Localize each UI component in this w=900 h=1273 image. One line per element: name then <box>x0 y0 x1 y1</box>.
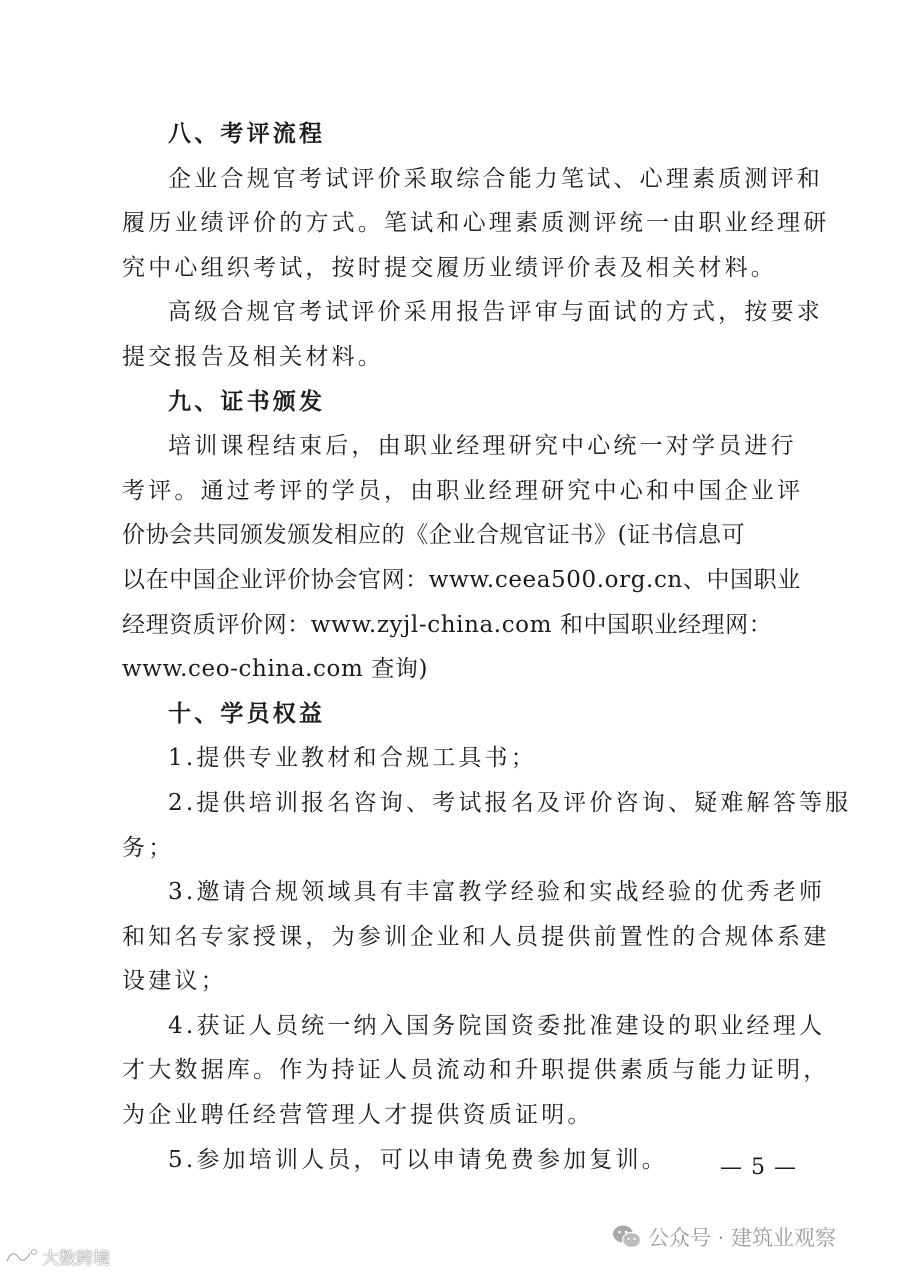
list-item-continuation: 设建议； <box>122 968 227 995</box>
list-item-continuation: 为企业聘任经营管理人才提供资质证明。 <box>122 1102 594 1129</box>
paragraph-line: 企业合规官考试评价采取综合能力笔试、心理素质测评和 <box>168 165 823 192</box>
brand-watermark-text: 大数跨境 <box>42 1249 110 1269</box>
paragraph-line: 提交报告及相关材料。 <box>122 343 384 370</box>
watermark-text: 公众号 · 建筑业观察 <box>648 1226 837 1250</box>
wechat-icon <box>612 1224 642 1250</box>
list-item: 5.参加培训人员，可以申请免费参加复训。 <box>168 1146 668 1173</box>
paragraph-line: www.ceo-china.com 查询) <box>122 656 429 683</box>
list-item-continuation: 才大数据库。作为持证人员流动和升职提供素质与能力证明， <box>122 1057 830 1084</box>
list-item-continuation: 和知名专家授课，为参训企业和人员提供前置性的合规体系建 <box>122 923 830 950</box>
list-item-continuation: 务； <box>122 834 175 861</box>
brand-watermark <box>4 1244 110 1269</box>
list-item: 4.获证人员统一纳入国务院国资委批准建设的职业经理人 <box>168 1012 826 1039</box>
paragraph-line: 高级合规官考试评价采用报告评审与面试的方式，按要求 <box>168 299 823 326</box>
list-item: 1.提供专业教材和合规工具书； <box>168 745 537 772</box>
list-item: 2.提供培训报名咨询、考试报名及评价咨询、疑难解答等服 <box>168 789 852 816</box>
paragraph-line: 履历业绩评价的方式。笔试和心理素质测评统一由职业经理研 <box>122 210 830 237</box>
section-heading-9: 九、证书颁发 <box>168 387 326 415</box>
paragraph-line: 价协会共同颁发颁发相应的《企业合规官证书》(证书信息可 <box>122 522 746 549</box>
paragraph-line: 培训课程结束后，由职业经理研究中心统一对学员进行 <box>168 433 797 460</box>
section-heading-8: 八、考评流程 <box>168 120 326 147</box>
paragraph-line: 经理资质评价网：www.zyjl-china.com 和中国职业经理网： <box>122 611 773 638</box>
document-body <box>122 112 852 1182</box>
page-number: — 5 — <box>720 1155 797 1180</box>
section-heading-10: 十、学员权益 <box>168 699 326 727</box>
brand-logo-icon <box>4 1247 38 1267</box>
paragraph-line: 以在中国企业评价协会官网：www.ceea500.org.cn、中国职业 <box>122 566 801 593</box>
list-item: 3.邀请合规领域具有丰富教学经验和实战经验的优秀老师 <box>168 879 826 906</box>
paragraph-line: 考评。通过考评的学员，由职业经理研究中心和中国企业评 <box>122 477 804 504</box>
wechat-watermark <box>612 1222 836 1252</box>
paragraph-line: 究中心组织考试，按时提交履历业绩评价表及相关材料。 <box>122 254 777 281</box>
